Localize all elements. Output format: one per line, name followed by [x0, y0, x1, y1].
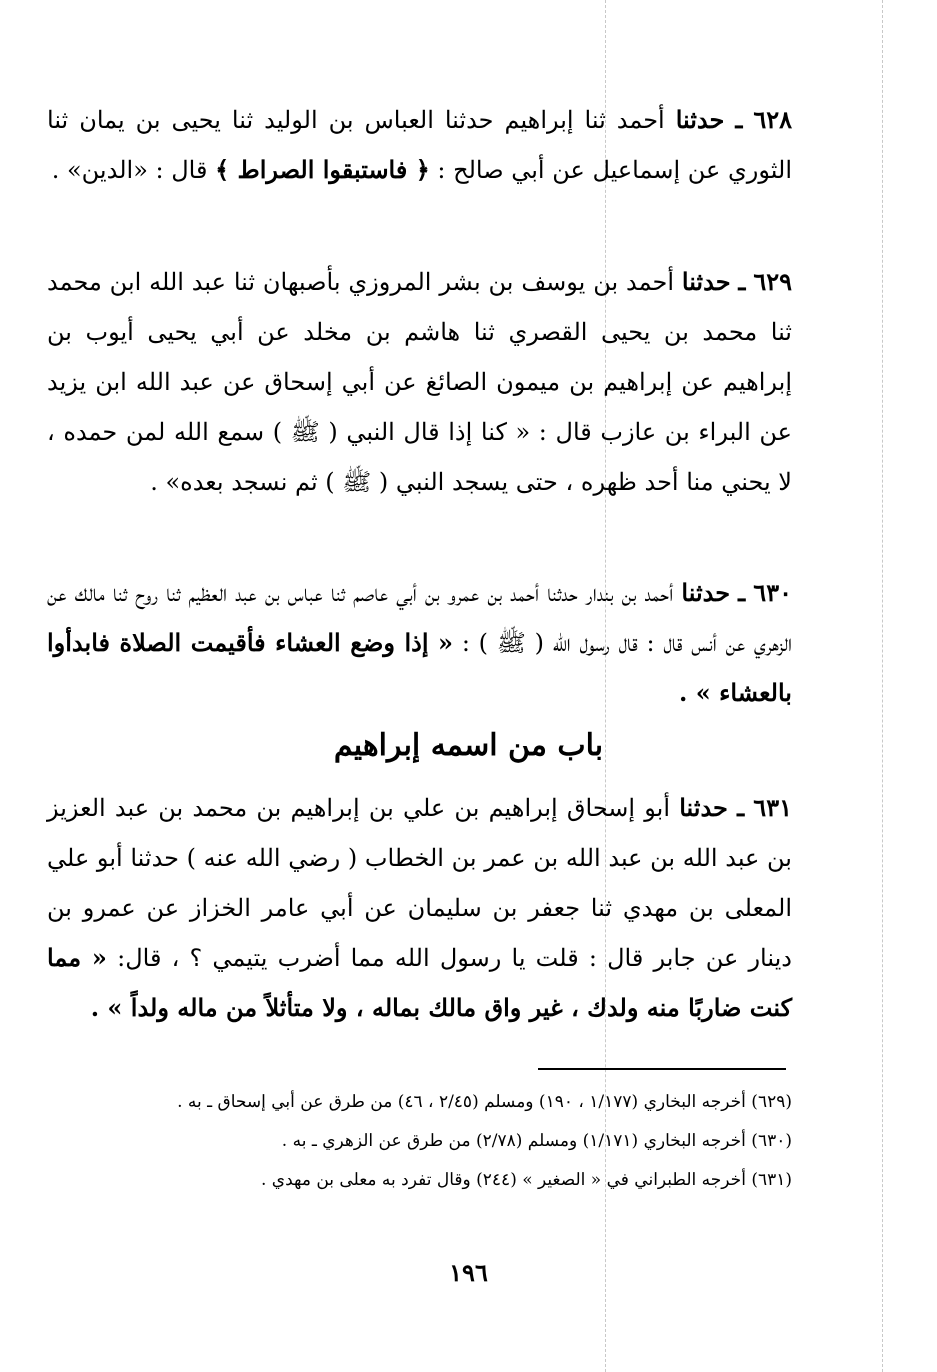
- hadith-number: ٦٢٨: [753, 105, 792, 134]
- hadith-text-end: قال : «الدين» .: [51, 156, 208, 184]
- section-heading: باب من اسمه إبراهيم: [333, 728, 604, 763]
- hadith-entry-628: ٦٢٨ ـ حدثنا أحمد ثنا إبراهيم حدثنا العباس بن الوليد ثنا يحيى بن يمان ثنا الثوري عن إسماعيل عن أبي صالح : ﴿ فاستبقوا الصراط ﴾ قال : «الدين» .: [47, 105, 792, 184]
- margin-line: [882, 0, 883, 1372]
- footnote-631: (٦٣١) أخرجه الطبراني في « الصغير » (٢٤٤) وقال تفرد به معلى بن مهدي .: [260, 1170, 792, 1190]
- hadith-lead: حدثنا: [681, 578, 731, 607]
- footnotes: [47, 1086, 792, 1203]
- hadith-entry-629: ٦٢٩ ـ حدثنا أحمد بن يوسف بن بشر المروزي بأصبهان ثنا عبد الله ابن محمد ثنا محمد بن يحيى القصري ثنا هاشم بن مخلد عن أبي يحيى أيوب بن إبراهيم عن إبراهيم بن ميمون الصائغ عن أبي إسحاق عن عبد الله ابن يزيد عن البراء بن عازب قال : « كنا إذا قال النبي ( ﷺ ) سمع الله لمن حمده ، لا يحني منا أحد ظهره ، حتى يسجد النبي ( ﷺ ) ثم نسجد بعده» .: [47, 267, 792, 496]
- hadith-lead: حدثنا: [675, 105, 725, 134]
- hadith-text: أحمد بن يوسف بن بشر المروزي بأصبهان ثنا عبد الله ابن محمد ثنا محمد بن يحيى القصري ثنا هاشم بن مخلد عن أبي يحيى أيوب بن إبراهيم عن إبراهيم بن ميمون الصائغ عن أبي إسحاق عن عبد الله ابن يزيد عن البراء بن عازب قال : « كنا إذا قال النبي ( ﷺ ) سمع الله لمن حمده ، لا يحني منا أحد ظهره ، حتى يسجد النبي ( ﷺ ) ثم نسجد بعده» .: [47, 268, 792, 496]
- hadith-entry-630: ٦٣٠ ـ حدثنا أحمد بن بندار حدثنا أحمد بن عمرو بن أبي عاصم ثنا عباس بن عبد العظيم ثنا روح ثنا مالك عن الزهري عن أنس قال : قال رسول الله ( ﷺ ) : « إذا وضع العشاء فأقيمت الصلاة فابدأوا بالعشاء » .: [47, 578, 792, 707]
- hadith-lead: حدثنا: [681, 267, 731, 296]
- hadith-number: ٦٣١: [753, 793, 792, 822]
- hadith-number: ٦٣٠: [753, 578, 792, 607]
- footnote-separator: [538, 1068, 786, 1070]
- hadith-text: أحمد بن بندار حدثنا أحمد بن عمرو بن أبي عاصم ثنا عباس بن عبد العظيم ثنا روح ثنا مالك عن الزهري عن أنس قال : قال رسول الله ( ﷺ ) :: [47, 579, 792, 657]
- hadith-text: أبو إسحاق إبراهيم بن علي بن إبراهيم بن محمد بن عبد العزيز بن عبد الله بن عبد الله بن عمر بن الخطاب ( رضي الله عنه ) حدثنا أبو علي المعلى بن مهدي ثنا جعفر بن سليمان عن أبي عامر الخزاز عن عمرو بن دينار عن جابر قال : قلت يا رسول الله مما أضرب يتيمي ؟ ، قال:: [47, 794, 793, 972]
- page-number: ١٩٦: [449, 1258, 488, 1287]
- footnote-630: (٦٣٠) أخرجه البخاري (١/١٧١) ومسلم (٢/٧٨) من طرق عن الزهري ـ به .: [281, 1131, 792, 1151]
- prophetic-quote: « إذا وضع العشاء فأقيمت الصلاة فابدأوا بالعشاء » .: [47, 628, 792, 707]
- prophetic-quote: « مما كنت ضاربًا منه ولدك ، غير واق مالك بماله ، ولا متأثلاً من ماله ولداً » .: [47, 943, 792, 1022]
- hadith-number: ٦٢٩: [753, 267, 792, 296]
- footnote-629: (٦٢٩) أخرجه البخاري (١/١٧٧ ، ١٩٠) ومسلم (٢/٤٥ ، ٤٦) من طرق عن أبي إسحاق ـ به .: [177, 1092, 792, 1112]
- quran-quote: ﴿ فاستبقوا الصراط ﴾: [215, 155, 430, 184]
- hadith-text: أحمد ثنا إبراهيم حدثنا العباس بن الوليد ثنا يحيى بن يمان ثنا الثوري عن إسماعيل عن أبي صالح :: [47, 106, 792, 184]
- hadith-entry-631: ٦٣١ ـ حدثنا أبو إسحاق إبراهيم بن علي بن إبراهيم بن محمد بن عبد العزيز بن عبد الله بن عبد الله بن عمر بن الخطاب ( رضي الله عنه ) حدثنا أبو علي المعلى بن مهدي ثنا جعفر بن سليمان عن أبي عامر الخزاز عن عمرو بن دينار عن جابر قال : قلت يا رسول الله مما أضرب يتيمي ؟ ، قال: « مما كنت ضاربًا منه ولدك ، غير واق مالك بماله ، ولا متأثلاً من ماله ولداً » .: [47, 793, 793, 1022]
- hadith-lead: حدثنا: [679, 793, 728, 822]
